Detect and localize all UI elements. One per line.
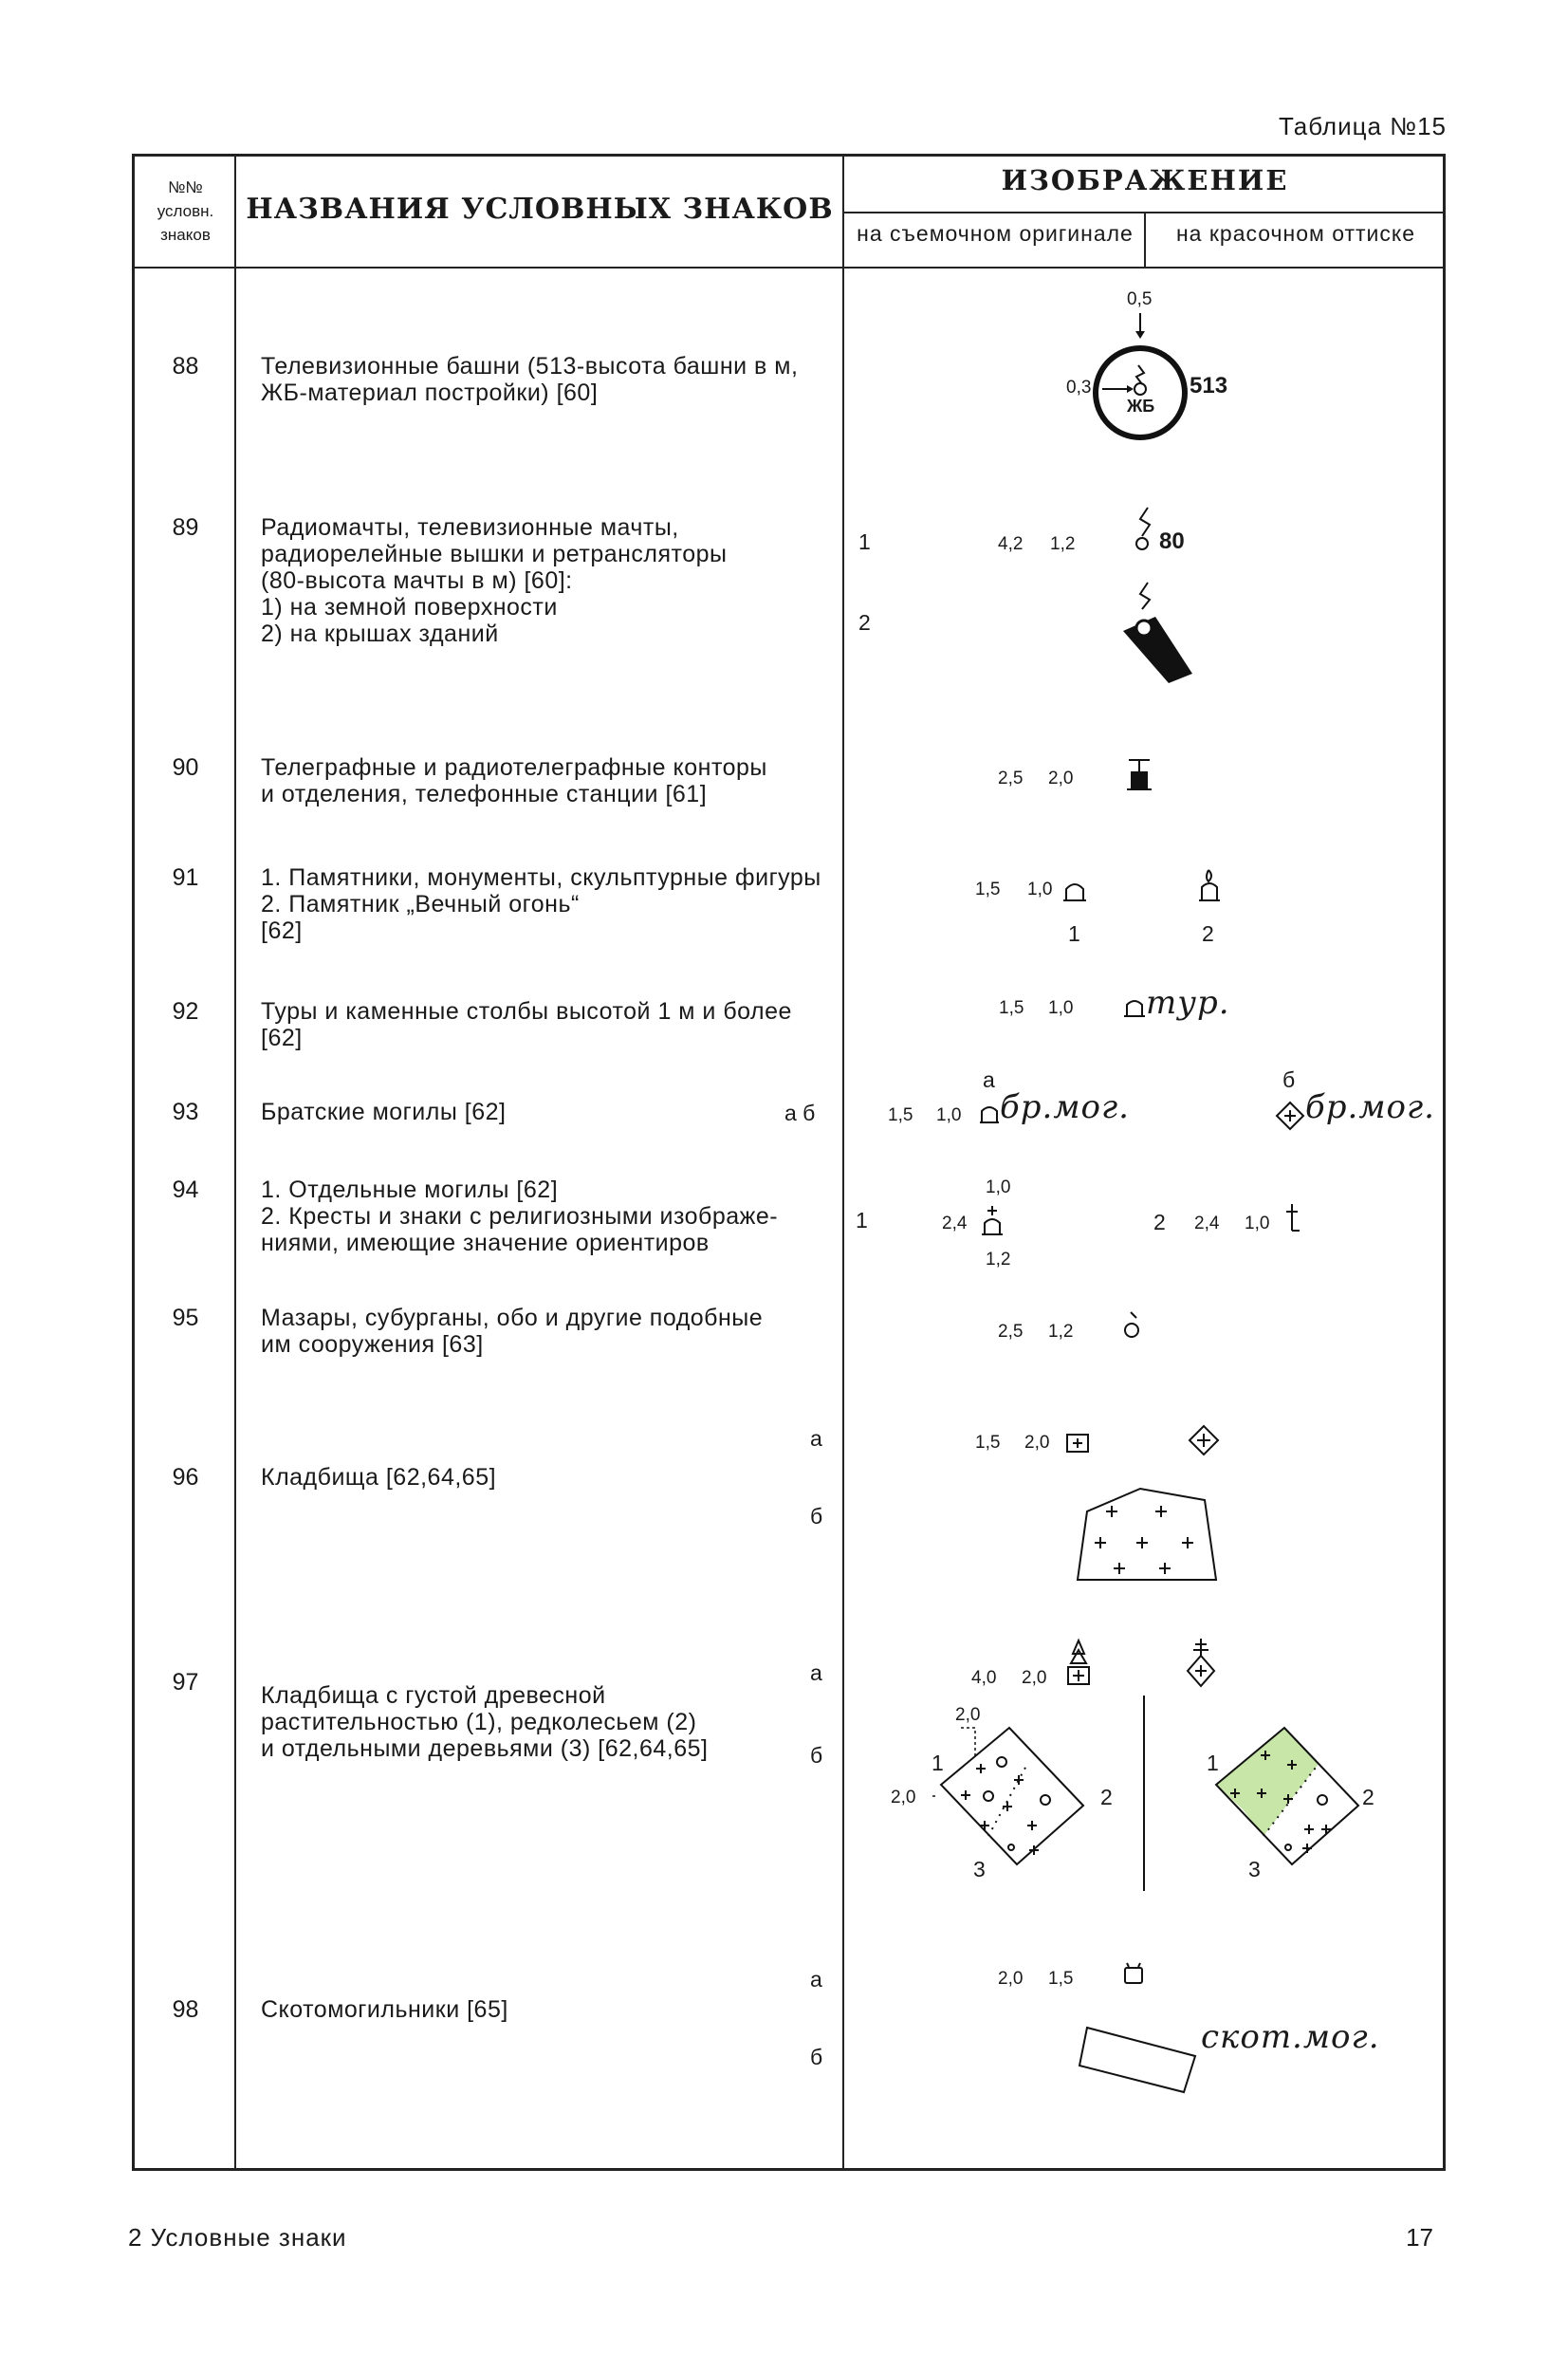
row-number: 95 [172,1305,199,1331]
sign-name: Братские могилы [62] [261,1099,507,1125]
header-number-column: №№ условн. знаков [157,178,214,244]
variant-number: 1 [858,529,871,554]
dimension-label: 2,0 [891,1788,916,1807]
mass-grave-diamond-icon [1275,1101,1305,1131]
single-grave-icon [981,1204,1004,1238]
dimension-label: 1,2 [986,1250,1011,1270]
telegraph-office-icon [1125,756,1153,794]
dimension-label: 2,5 [998,1322,1024,1342]
mazar-icon [1121,1310,1142,1341]
cattle-burial-label: скот.мог. [1201,2018,1380,2056]
header-names: НАЗВАНИЯ УСЛОВНЫХ ЗНАКОВ [246,193,834,226]
row-number: 88 [172,353,199,380]
zone-number: 1 [1207,1751,1219,1775]
cairn-icon [1123,995,1146,1020]
dimension-label: 2,5 [998,769,1024,788]
variant-marker-a: а [810,1426,822,1451]
variant-number: 1 [856,1208,868,1233]
header-bottom-line [135,267,1443,269]
cairn-label: тур. [1146,984,1230,1022]
row-number: 89 [172,514,199,541]
religious-cross-icon [1282,1202,1303,1234]
variant-number: 2 [1202,921,1214,946]
sign-name: 1. Памятники, монументы, скульптурные фигуры 2. Памятник „Вечный огонь“ [62] [261,864,821,944]
dimension-label: 2,0 [998,1969,1024,1989]
cemetery-area-outline [1074,1485,1226,1589]
dimension-label: 4,0 [971,1668,997,1688]
row-number: 98 [172,1996,199,2023]
header-divider [842,212,1443,213]
wooded-cemetery-icon [1064,1637,1093,1688]
dimension-label: 1,5 [975,880,1001,899]
variant-number: 2 [1153,1210,1166,1234]
dimension-label: 2,0 [1022,1668,1047,1688]
row-number: 90 [172,754,199,781]
wooded-cemetery-diamond-icon [1184,1637,1218,1688]
dimension-label: 1,0 [1027,880,1053,899]
mass-grave-label: бр.мог. [1000,1088,1130,1126]
dimension-label: 1,5 [999,998,1024,1018]
mass-grave-label: бр.мог. [1305,1088,1435,1126]
zone-number: 3 [973,1857,986,1881]
dimension-label: 0,3 [1066,378,1092,398]
wooded-cemetery-outline [932,1722,1121,1893]
conventional-signs-table [132,154,1446,2171]
variant-number: 2 [858,610,871,635]
sign-name: Скотомогильники [65] [261,1996,508,2023]
row-number: 96 [172,1464,199,1491]
sign-name: Туры и каменные столбы высотой 1 м и более [62] [261,998,792,1051]
header-image: ИЗОБРАЖЕНИЕ [1001,164,1289,196]
zone-number: 3 [1248,1857,1261,1881]
header-color-print: на красочном оттиске [1175,221,1416,246]
tv-tower-icon [1093,308,1188,441]
dimension-label: 1,5 [975,1433,1001,1453]
dimension-label: 2,0 [955,1705,981,1725]
row-number: 94 [172,1177,199,1203]
sign-name: 1. Отдельные могилы [62] 2. Кресты и знаки с религиозными изображе- ниями, имеющие значение ориентиров [261,1177,779,1256]
dimension-label: 2,4 [942,1214,968,1233]
variant-marker-b: б [810,2045,823,2069]
material-label: ЖБ [1127,397,1155,416]
column-divider [842,157,844,2168]
row-number: 91 [172,864,199,891]
cattle-burial-icon [1121,1959,1146,1986]
eternal-flame-icon [1197,866,1222,904]
variant-number: 1 [1068,921,1080,946]
dimension-label: 1,0 [1048,998,1074,1018]
sign-name: Кладбища [62,64,65] [261,1464,497,1491]
dimension-label: 2,0 [1048,769,1074,788]
rooftop-mast-icon [1121,579,1197,683]
cemetery-small-icon [1064,1432,1091,1455]
variant-marker-b: б [1282,1067,1296,1092]
sign-name: Мазары, субурганы, обо и другие подобные им сооружения [63] [261,1305,764,1358]
row-number: 97 [172,1669,199,1696]
table-number: Таблица №15 [1279,112,1447,140]
sign-name: Кладбища с густой древесной растительностью (1), редколесьем (2) и отдельными деревьями (3) [62,64,65] [261,1682,709,1762]
dimension-label: 2,0 [1024,1433,1050,1453]
sign-name: Радиомачты, телевизионные мачты, радиорелейные вышки и ретрансляторы (80-высота мачты в м) [60]: 1) на земной поверхности 2) на крышах зданий [261,514,728,647]
header-survey-original: на съемочном оригинале [857,221,1134,246]
dimension-label: 1,0 [1245,1214,1270,1233]
zone-number: 2 [1100,1785,1113,1809]
variant-markers: а б [784,1101,816,1125]
footer-section-title: 2 Условные знаки [128,2223,347,2252]
dimension-label: 1,2 [1050,534,1076,554]
cattle-burial-area [1078,2022,1201,2098]
dimension-label: 0,5 [1127,289,1153,309]
radio-mast-icon [1131,504,1159,553]
monument-icon [1062,878,1087,904]
page-number: 17 [1406,2223,1433,2252]
column-divider [234,157,236,2168]
dimension-label: 1,5 [1048,1969,1074,1989]
sign-name: Телевизионные башни (513-высота башни в м, ЖБ-материал постройки) [60] [261,353,799,406]
variant-marker-a: а [810,1660,822,1685]
column-separator-line [1143,1696,1145,1891]
variant-marker-a: а [983,1067,995,1092]
dimension-label: 2,4 [1194,1214,1220,1233]
mass-grave-icon [979,1102,1000,1126]
variant-marker-a: а [810,1967,822,1992]
dimension-label: 1,0 [986,1177,1011,1197]
mast-height-label: 80 [1159,528,1185,554]
variant-marker-b: б [810,1743,823,1768]
dimension-label: 1,5 [888,1105,913,1125]
dimension-label: 4,2 [998,534,1024,554]
variant-marker-b: б [810,1504,823,1529]
zone-number: 2 [1362,1785,1374,1809]
height-label: 513 [1190,373,1228,399]
dimension-label: 1,2 [1048,1322,1074,1342]
cemetery-diamond-icon [1188,1424,1220,1456]
row-number: 92 [172,998,199,1025]
row-number: 93 [172,1099,199,1125]
dimension-label: 1,0 [936,1105,962,1125]
zone-number: 1 [932,1751,944,1775]
sign-name: Телеграфные и радиотелеграфные конторы и отделения, телефонные станции [61] [261,754,767,807]
